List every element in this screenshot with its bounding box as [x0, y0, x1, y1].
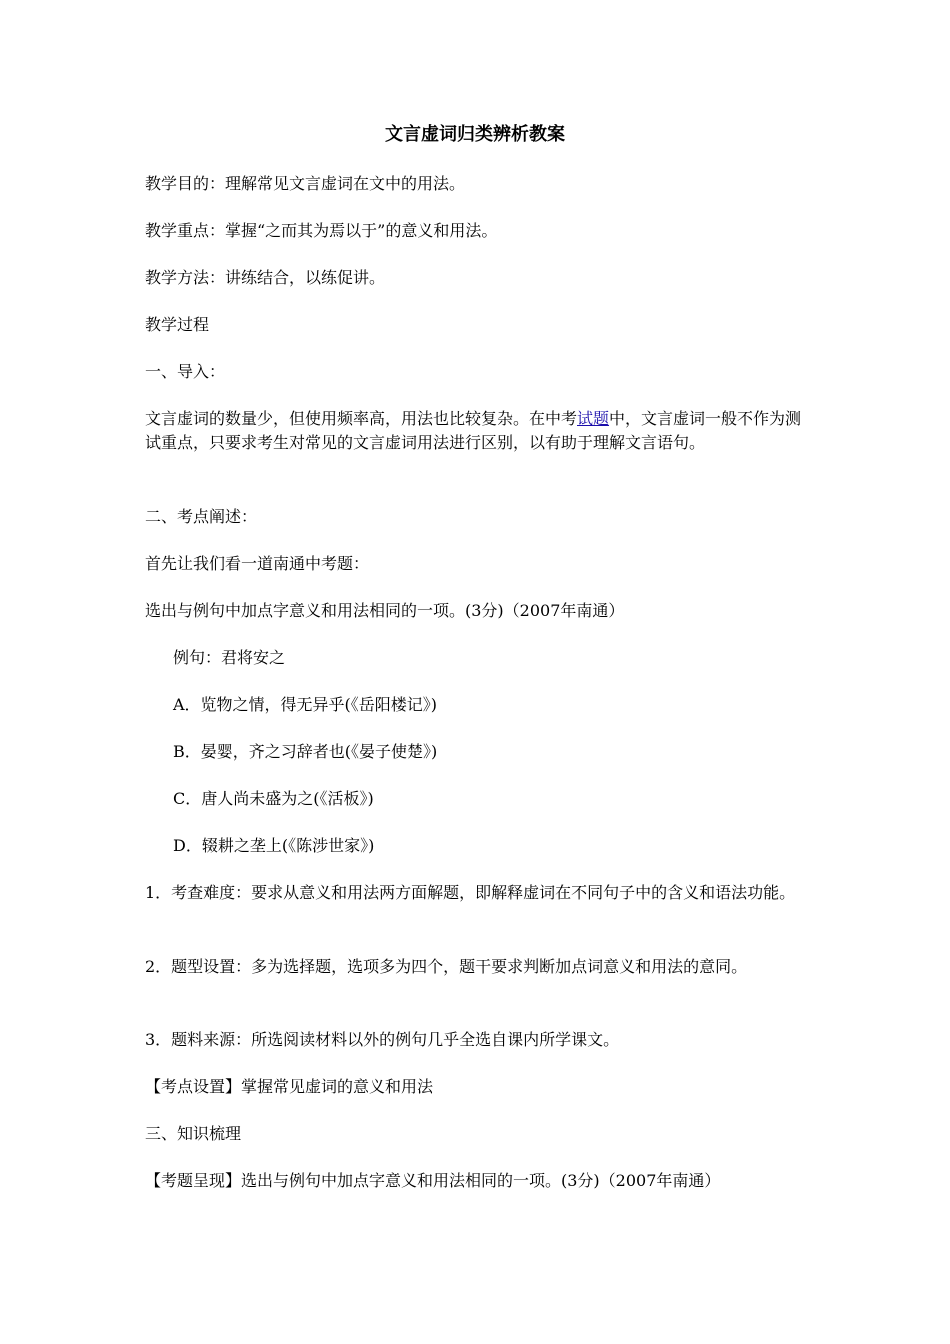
option-a: A．览物之情，得无异乎(《岳阳楼记》) — [173, 695, 438, 714]
point-material-source: 3．题料来源：所选阅读材料以外的例句几乎全选自课内所学课文。 — [145, 1030, 620, 1049]
exam-questions-link[interactable]: 试题 — [577, 409, 610, 428]
section-3-heading: 三、知识梳理 — [145, 1124, 242, 1143]
exam-presentation: 【考题呈现】选出与例句中加点字意义和用法相同的一项。(3分)（2007年南通） — [145, 1171, 721, 1190]
intro-text-after: 中，文言虚词一般不作为测试重点，只要求考生对常见的文言虚词用法进行区别，以有助于理解文言语句。 — [145, 409, 802, 452]
point-question-type: 2．题型设置：多为选择题，选项多为四个，题干要求判断加点词意义和用法的意同。 — [145, 957, 748, 976]
lead-in-text: 首先让我们看一道南通中考题： — [145, 554, 370, 573]
teaching-key-point: 教学重点：掌握“之而其为焉以于”的意义和用法。 — [145, 221, 498, 240]
intro-text-before: 文言虚词的数量少，但使用频率高，用法也比较复杂。在中考 — [145, 409, 578, 428]
point-difficulty: 1．考查难度：要求从意义和用法两方面解题，即解释虚词在不同句子中的含义和语法功能。 — [145, 883, 796, 902]
section-1-heading: 一、导入： — [145, 362, 226, 381]
option-c: C．唐人尚未盛为之(《活板》) — [173, 789, 374, 808]
teaching-objective: 教学目的：理解常见文言虚词在文中的用法。 — [145, 174, 466, 193]
intro-paragraph — [145, 407, 810, 455]
section-2-heading: 二、考点阐述： — [145, 507, 258, 526]
exam-question: 选出与例句中加点字意义和用法相同的一项。(3分)（2007年南通） — [145, 601, 625, 620]
exam-point-setting: 【考点设置】掌握常见虚词的意义和用法 — [145, 1077, 434, 1096]
teaching-method: 教学方法：讲练结合，以练促讲。 — [145, 268, 386, 287]
example-sentence: 例句：君将安之 — [173, 648, 286, 667]
option-b: B．晏婴，齐之习辞者也(《晏子使楚》) — [173, 742, 438, 761]
document-title: 文言虚词归类辨析教案 — [385, 124, 565, 145]
process-heading: 教学过程 — [145, 315, 210, 334]
option-d: D．辍耕之垄上(《陈涉世家》) — [173, 836, 375, 855]
